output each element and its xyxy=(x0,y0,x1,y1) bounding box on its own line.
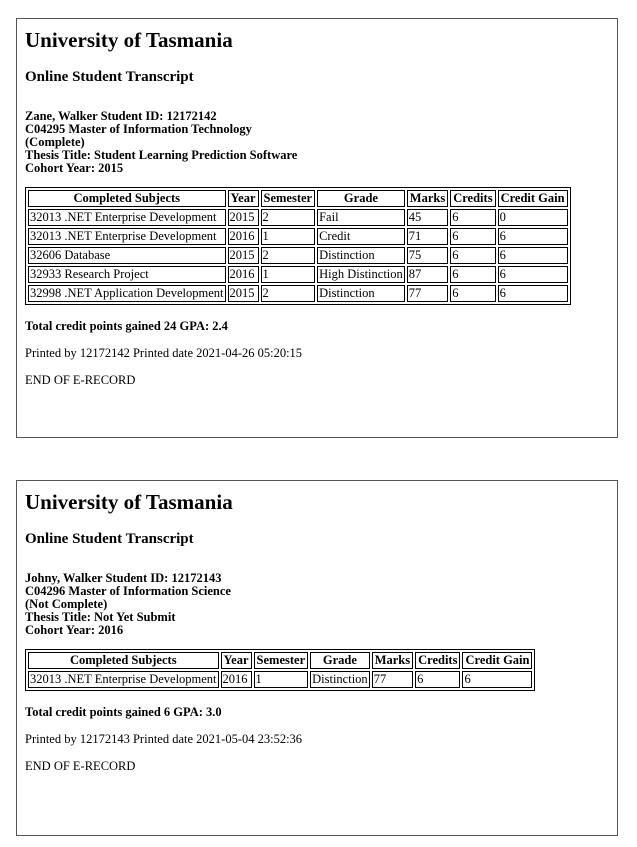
table-row xyxy=(28,285,568,302)
cohort-year: Cohort Year: 2015 xyxy=(25,161,124,175)
header-marks: Marks xyxy=(372,652,413,669)
cell-year: 2015 xyxy=(228,209,259,226)
cell-year: 2016 xyxy=(228,266,259,283)
header-credits: Credits xyxy=(450,190,495,207)
header-year: Year xyxy=(221,652,252,669)
cell-subject: 32933 Research Project xyxy=(28,266,226,283)
table-row xyxy=(28,247,568,264)
cell-grade: Distinction xyxy=(312,672,368,686)
cell-grade: Fail xyxy=(317,209,405,226)
header-semester: Semester xyxy=(254,652,309,669)
transcript-panel xyxy=(16,480,618,836)
cell-credits: 6 xyxy=(450,266,495,283)
cell-semester: 1 xyxy=(254,671,309,688)
cell-marks: 45 xyxy=(407,209,448,226)
thesis-title: Thesis Title: Not Yet Submit xyxy=(25,610,176,624)
table-row xyxy=(28,671,532,688)
cell-year: 2015 xyxy=(228,285,259,302)
cell-marks: 77 xyxy=(372,671,413,688)
header-completed-subjects: Completed Subjects xyxy=(28,190,226,207)
cell-subject: 32606 Database xyxy=(28,247,226,264)
end-of-record: END OF E-RECORD xyxy=(25,759,136,773)
cell-subject: 32013 .NET Enterprise Development xyxy=(28,209,226,226)
cell-credits: 6 xyxy=(450,209,495,226)
transcript-panel xyxy=(16,18,618,438)
university-title: University of Tasmania xyxy=(25,490,233,514)
cell-year: 2016 xyxy=(228,228,259,245)
course-title: C04295 Master of Information Technology xyxy=(25,122,252,136)
cell-semester: 1 xyxy=(261,228,316,245)
cell-credit-gain: 6 xyxy=(498,285,568,302)
transcript-subtitle: Online Student Transcript xyxy=(25,531,194,547)
cell-marks: 71 xyxy=(407,228,448,245)
cell-credits: 6 xyxy=(415,671,460,688)
table-header-row xyxy=(28,190,568,207)
end-of-record: END OF E-RECORD xyxy=(25,373,136,387)
cell-marks: 77 xyxy=(407,285,448,302)
printed-info: Printed by 12172142 Printed date 2021-04-26 05:20:15 xyxy=(25,346,303,360)
student-info xyxy=(25,572,609,637)
cell-semester: 2 xyxy=(261,209,316,226)
header-grade: Grade xyxy=(310,652,370,669)
student-info xyxy=(25,110,609,175)
header-grade: Grade xyxy=(317,190,405,207)
cell-subject: 32998 .NET Application Development xyxy=(30,286,224,300)
table-header-row xyxy=(28,652,532,669)
cohort-year: Cohort Year: 2016 xyxy=(25,623,124,637)
cell-credit-gain: 6 xyxy=(498,247,568,264)
cell-subject: 32013 .NET Enterprise Development xyxy=(30,672,217,686)
cell-year: 2016 xyxy=(221,671,252,688)
printed-info: Printed by 12172143 Printed date 2021-05-04 23:52:36 xyxy=(25,732,303,746)
total-credits-gpa: Total credit points gained 24 GPA: 2.4 xyxy=(25,319,228,333)
cell-credits: 6 xyxy=(450,228,495,245)
student-name-id: Zane, Walker Student ID: 12172142 xyxy=(25,109,217,123)
subjects-table xyxy=(25,649,535,691)
header-credit-gain: Credit Gain xyxy=(498,190,568,207)
header-semester: Semester xyxy=(261,190,316,207)
cell-grade: Distinction xyxy=(317,285,405,302)
cell-credit-gain: 6 xyxy=(498,228,568,245)
cell-marks: 87 xyxy=(407,266,448,283)
header-credits: Credits xyxy=(415,652,460,669)
cell-semester: 2 xyxy=(261,285,316,302)
table-row xyxy=(28,209,568,226)
cell-grade: Distinction xyxy=(317,247,405,264)
table-row xyxy=(28,228,568,245)
transcript-subtitle: Online Student Transcript xyxy=(25,69,194,85)
cell-semester: 1 xyxy=(261,266,316,283)
header-completed-subjects: Completed Subjects xyxy=(28,652,219,669)
cell-grade: High Distinction xyxy=(319,267,403,281)
subjects-table xyxy=(25,187,571,305)
cell-credit-gain: 6 xyxy=(462,671,532,688)
total-credits-gpa: Total credit points gained 6 GPA: 3.0 xyxy=(25,705,222,719)
cell-credit-gain: 6 xyxy=(498,266,568,283)
header-credit-gain: Credit Gain xyxy=(462,652,532,669)
thesis-title: Thesis Title: Student Learning Prediction Software xyxy=(25,148,298,162)
completion-status: (Not Complete) xyxy=(25,597,108,611)
cell-marks: 75 xyxy=(407,247,448,264)
header-marks: Marks xyxy=(407,190,448,207)
cell-year: 2015 xyxy=(228,247,259,264)
cell-credits: 6 xyxy=(450,247,495,264)
cell-subject: 32013 .NET Enterprise Development xyxy=(28,228,226,245)
completion-status: (Complete) xyxy=(25,135,85,149)
student-name-id: Johny, Walker Student ID: 12172143 xyxy=(25,571,222,585)
cell-credits: 6 xyxy=(450,285,495,302)
header-year: Year xyxy=(228,190,259,207)
cell-grade: Credit xyxy=(317,228,405,245)
course-title: C04296 Master of Information Science xyxy=(25,584,231,598)
cell-semester: 2 xyxy=(261,247,316,264)
table-row xyxy=(28,266,568,283)
cell-credit-gain: 0 xyxy=(498,209,568,226)
university-title: University of Tasmania xyxy=(25,28,233,52)
